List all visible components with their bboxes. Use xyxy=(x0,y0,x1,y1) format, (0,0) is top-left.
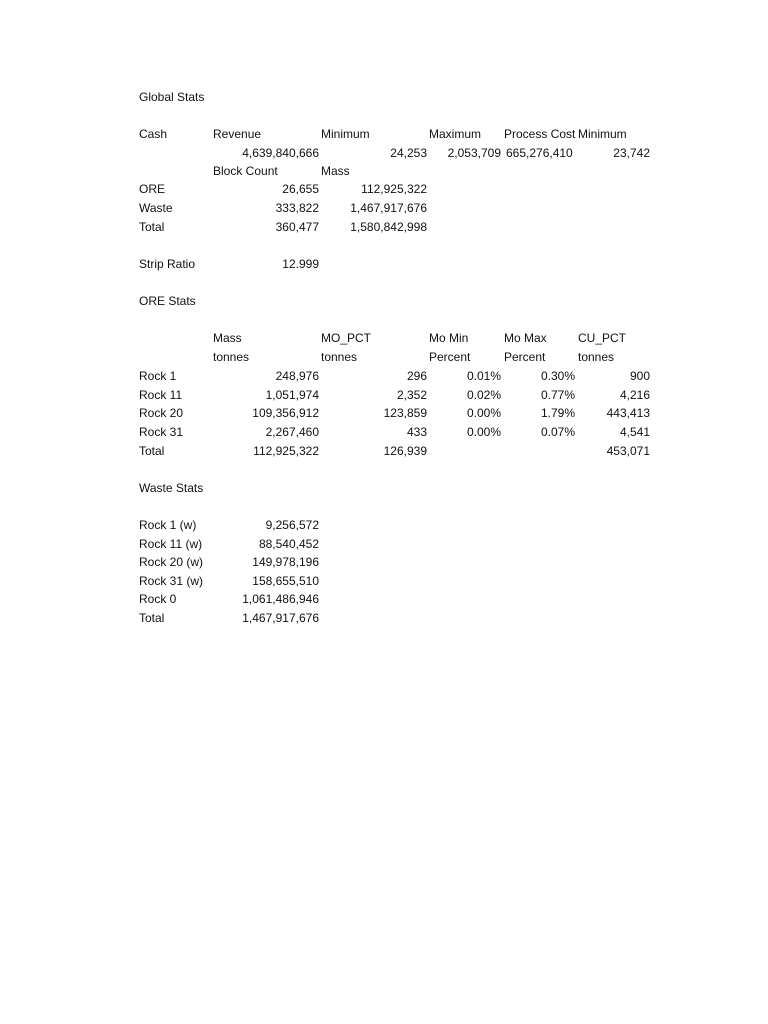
table-cell-cu-pct: 900 xyxy=(629,369,650,383)
waste-row-value: 158,655,510 xyxy=(252,574,319,588)
waste-row-label: Rock 31 (w) xyxy=(139,574,204,588)
maximum-value: 2,053,709 xyxy=(447,146,501,160)
table-cell-mass: 2,267,460 xyxy=(265,425,319,439)
table-row-label: Rock 31 xyxy=(139,425,184,439)
table-cell-cu-pct: 443,413 xyxy=(606,406,650,420)
table-row-label: Rock 20 xyxy=(139,406,184,420)
ore-mass-unit: tonnes xyxy=(213,350,250,364)
table-cell-mass: 1,051,974 xyxy=(265,388,319,402)
ore-mo-max-header: Mo Max xyxy=(504,331,547,345)
table-cell-mo-pct: 123,859 xyxy=(383,406,427,420)
table-cell-mo-pct: 433 xyxy=(406,425,427,439)
waste-row-label: Rock 1 (w) xyxy=(139,518,197,532)
waste-row-value: 1,061,486,946 xyxy=(242,592,319,606)
global-stats-title: Global Stats xyxy=(139,90,205,104)
table-cell-mo-max: 0.77% xyxy=(540,388,575,402)
table-cell-mo-max: 0.07% xyxy=(540,425,575,439)
waste-block-count: 333,822 xyxy=(275,201,319,215)
table-cell-mo-max: 0.30% xyxy=(540,369,575,383)
cash-header: Cash xyxy=(139,127,168,141)
ore-mass-header: Mass xyxy=(213,331,242,345)
ore-total-mass: 112,925,322 xyxy=(253,444,319,458)
waste-stats-title: Waste Stats xyxy=(139,481,204,495)
block-count-header: Block Count xyxy=(213,164,278,178)
total-mass: 1,580,842,998 xyxy=(350,220,427,234)
ore-total-cu-pct: 453,071 xyxy=(606,444,650,458)
table-cell-mo-max: 1.79% xyxy=(540,406,575,420)
minimum-value: 24,253 xyxy=(390,146,427,160)
table-row-label: Rock 1 xyxy=(139,369,177,383)
table-row-label: Rock 11 xyxy=(139,388,183,402)
table-cell-mo-pct: 2,352 xyxy=(396,388,427,402)
minimum-header: Minimum xyxy=(321,127,370,141)
ore-total-mo-pct: 126,939 xyxy=(383,444,427,458)
total-label: Total xyxy=(139,220,165,234)
table-cell-cu-pct: 4,541 xyxy=(619,425,650,439)
ore-cu-pct-unit: tonnes xyxy=(578,350,615,364)
waste-mass: 1,467,917,676 xyxy=(350,201,427,215)
table-cell-mo-pct: 296 xyxy=(406,369,427,383)
strip-ratio-label: Strip Ratio xyxy=(139,257,196,271)
ore-mass: 112,925,322 xyxy=(361,182,427,196)
ore-mo-pct-header: MO_PCT xyxy=(321,331,372,345)
mass-header: Mass xyxy=(321,164,350,178)
waste-row-label: Rock 0 xyxy=(139,592,177,606)
ore-stats-title: ORE Stats xyxy=(139,294,196,308)
ore-cu-pct-header: CU_PCT xyxy=(578,331,627,345)
minimum2-value: 23,742 xyxy=(613,146,650,160)
table-cell-mo-min: 0.00% xyxy=(466,406,501,420)
ore-mo-pct-unit: tonnes xyxy=(321,350,358,364)
table-cell-cu-pct: 4,216 xyxy=(619,388,650,402)
table-cell-mass: 109,356,912 xyxy=(252,406,319,420)
table-cell-mo-min: 0.01% xyxy=(466,369,501,383)
ore-label: ORE xyxy=(139,182,166,196)
minimum2-header: Minimum xyxy=(578,127,627,141)
ore-mo-min-unit: Percent xyxy=(429,350,471,364)
total-block-count: 360,477 xyxy=(275,220,319,234)
waste-row-value: 9,256,572 xyxy=(265,518,319,532)
revenue-header: Revenue xyxy=(213,127,262,141)
waste-row-value: 149,978,196 xyxy=(252,555,319,569)
table-cell-mo-min: 0.02% xyxy=(466,388,501,402)
waste-label: Waste xyxy=(139,201,173,215)
ore-mo-max-unit: Percent xyxy=(504,350,546,364)
process-cost-value: 665,276,410 xyxy=(506,146,573,160)
waste-row-label: Rock 20 (w) xyxy=(139,555,204,569)
waste-row-label: Rock 11 (w) xyxy=(139,537,203,551)
table-cell-mass: 248,976 xyxy=(275,369,319,383)
table-cell-mo-min: 0.00% xyxy=(466,425,501,439)
waste-total-label: Total xyxy=(139,611,165,625)
process-cost-header: Process Cost xyxy=(504,127,576,141)
strip-ratio-value: 12.999 xyxy=(282,257,319,271)
ore-total-label: Total xyxy=(139,444,165,458)
waste-row-value: 88,540,452 xyxy=(258,537,319,551)
ore-mo-min-header: Mo Min xyxy=(429,331,469,345)
ore-block-count: 26,655 xyxy=(282,182,319,196)
waste-total-value: 1,467,917,676 xyxy=(242,611,319,625)
maximum-header: Maximum xyxy=(429,127,482,141)
revenue-value: 4,639,840,666 xyxy=(242,146,319,160)
